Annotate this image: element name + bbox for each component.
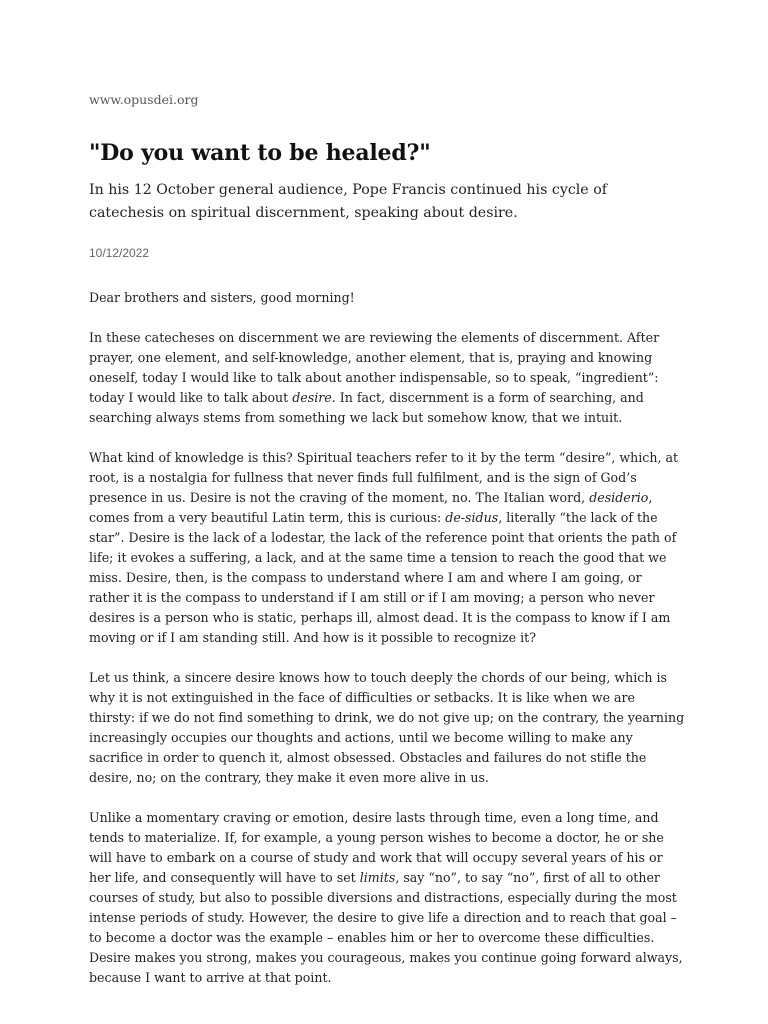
emphasis-desiderio: desiderio [589,490,649,505]
emphasis-desire: desire [292,390,332,405]
paragraph-4 [89,808,685,988]
site-url-link[interactable]: www.opusdei.org [89,92,199,107]
paragraph-2-text-b: , comes from a very beautiful Latin term, this is curious: [89,490,653,525]
paragraph-2 [89,448,685,648]
emphasis-limits: limits [359,870,396,885]
paragraph-greeting: Dear brothers and sisters, good morning! [89,290,355,305]
paragraph-3: Let us think, a sincere desire knows how to touch deeply the chords of our being, which is why it is not extinguished in the face of difficulties or setbacks. It is like when we are thirsty: if we do not find something to drink, we do not give up; on the contrary, the yearning increasingly occupies our thoughts and actions, until we become willing to make any sacrifice in order to quench it, almost obsessed. Obstacles and failures do not stifle the desire, no; on the contrary, they make it even more alive in us. [89,670,685,785]
paragraph-4-text-b: , say “no”, to say “no”, first of all to other courses of study, but also to possible diversions and distractions, especially during the most intense periods of study. However, the desire to give life a direction and to reach that goal – to become a doctor was the example – enables him or her to overcome these difficulties. Desire makes you strong, makes you courageous, makes you continue going forward always, because I want to arrive at that point. [89,870,683,985]
article-date: 10/12/2022 [89,246,150,260]
paragraph-1 [89,328,685,428]
paragraph-4-text-a: Unlike a momentary craving or emotion, desire lasts through time, even a long time, and tends to materialize. If, for example, a young person wishes to become a doctor, he or she will have to embark on a course of study and work that will occupy several years of his or her life, and consequently will have to set [89,810,664,885]
emphasis-de-sidus: de-sidus [445,510,499,525]
article-page [89,0,685,985]
paragraph-1-text-b: . In fact, discernment is a form of searching, and searching always stems from something we lack but somehow know, that we intuit. [89,390,644,425]
paragraph-1-text-a: In these catecheses on discernment we are reviewing the elements of discernment. After prayer, one element, and self-knowledge, another element, that is, praying and knowing oneself, today I would like to talk about another indispensable, so to speak, “ingredient”: today I would like to talk about [89,330,660,405]
article-lead: In his 12 October general audience, Pope Francis continued his cycle of catechesis on spiritual discernment, speaking about desire. [89,182,608,221]
paragraph-2-text-a: What kind of knowledge is this? Spiritual teachers refer to it by the term “desire”, which, at root, is a nostalgia for fullness that never finds full fulfilment, and is the sign of God’s presence in us. Desire is not the craving of the moment, no. The Italian word, [89,450,679,505]
paragraph-2-text-c: , literally “the lack of the star”. Desire is the lack of a lodestar, the lack of the reference point that orients the path of life; it evokes a suffering, a lack, and at the same time a tension to reach the good that we miss. Desire, then, is the compass to understand where I am and where I am going, or rather it is the compass to understand if I am still or if I am moving; a person who never desires is a person who is static, perhaps ill, almost dead. It is the compass to know if I am moving or if I am standing still. And how is it possible to recognize it? [89,510,677,645]
article-body [89,288,685,1008]
article-title: "Do you want to be healed?" [89,140,431,166]
